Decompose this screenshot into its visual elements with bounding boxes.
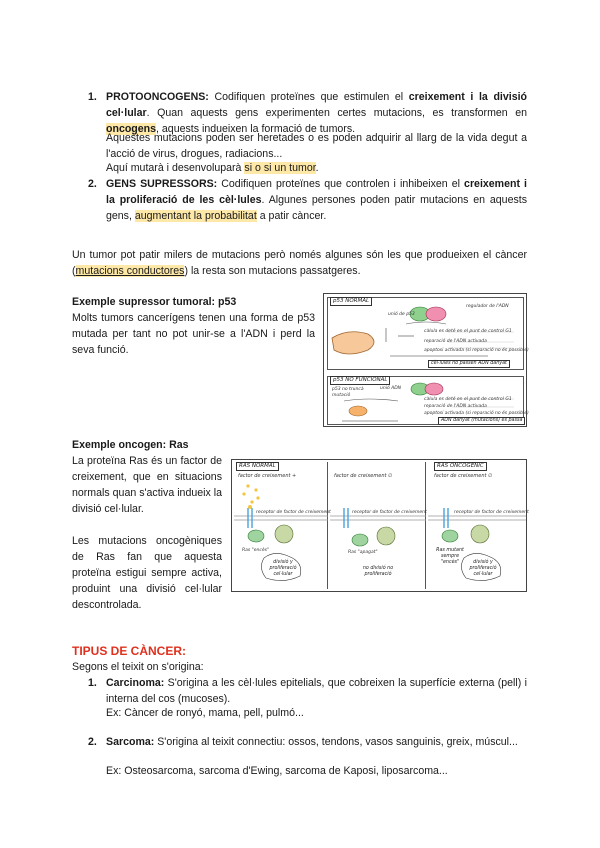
p53-nofunc-box: ADN danyat (mutacions) es passa — [438, 417, 525, 425]
p53-nofunc-panel — [327, 376, 529, 425]
text: . — [315, 162, 319, 174]
tipus-number-1: 1. — [88, 677, 97, 689]
ras-receptor-3: receptor de factor de creixement — [454, 510, 529, 515]
highlight-tumor: si o si un tumor — [244, 162, 316, 174]
ras-state-2: Ras "apagat" — [348, 550, 378, 555]
ras-result-3: divisió y proliferació cel·lular — [469, 560, 497, 577]
text: ) la resta son mutacions passatgeres. — [184, 265, 361, 277]
supressors-paragraph — [106, 176, 527, 224]
text: , aquests indueixen la formació de tumors. — [156, 123, 356, 135]
text: a patir càncer. — [256, 210, 327, 222]
tipus-number-2: 2. — [88, 736, 97, 748]
supressors-title: GENS SUPRESSORS: — [106, 178, 218, 190]
ras-result-2: no divisió no proliferació — [362, 566, 394, 577]
ras-factor-3: factor de creixement ∅ — [434, 473, 493, 479]
p53-nofunc-title: p53 NO FUNCIONAL — [330, 376, 390, 385]
highlight-oncogens: oncogens — [106, 123, 157, 135]
highlight-conductores: mutacions conductores — [75, 265, 185, 277]
carcinoma-example: Ex: Càncer de ronyó, mama, pell, pulmó... — [106, 707, 304, 719]
ras-factor-2: factor de creixement ∅ — [334, 473, 393, 479]
p53-normal-label-4: reparació de l'ADN activada — [424, 339, 487, 344]
text: . Algunes persones poden patir mutacions en aquests gens, — [106, 194, 527, 222]
carcinoma-paragraph — [106, 675, 527, 707]
p53-nofunc-label-4: càlula es deté en el punt de control G1 — [424, 397, 512, 402]
tipus-intro: Segons el teixit on s'origina: — [72, 661, 204, 673]
text: S'origina a les cèl·lules epitelials, que cobreixen la superfície externa (pell) i interna del cos (mucoses). — [106, 677, 527, 705]
sarcoma-example: Ex: Osteosarcoma, sarcoma d'Ewing, sarcoma de Kaposi, liposarcoma... — [106, 765, 448, 777]
tumor-line — [106, 160, 527, 176]
p53-figure — [323, 293, 527, 427]
ras-receptor-2: receptor de factor de creixement — [352, 510, 427, 515]
ras-state-1: Ras "encès" — [242, 548, 270, 553]
bold-text: creixement i la proliferació de les cèl·lules — [106, 178, 527, 206]
p53-normal-label-3: càlula es deté en el punt de control G1 — [424, 329, 512, 334]
ras-panel-off — [330, 462, 426, 589]
carcinoma-title: Carcinoma: — [106, 677, 165, 689]
bold-text: creixement i la divisió cel·lular — [106, 91, 527, 119]
text: S'origina al teixit connectiu: ossos, tendons, vasos sanguinis, greix, múscul... — [154, 736, 518, 748]
ras-panel-title-3: RAS ONCOGÈNIC — [434, 462, 487, 471]
ras-result-1: divisió y proliferació cel·lular — [269, 560, 297, 577]
p53-normal-label-5: apoptosi activada (si reparació no és possible) — [424, 348, 529, 353]
ras-receptor-1: receptor de factor de creixement — [256, 510, 331, 515]
ras-panel-normal — [234, 462, 331, 589]
tumor-paragraph — [72, 247, 527, 279]
protooncogens-title: PROTOONCOGENS: — [106, 91, 209, 103]
text: . Quan aquests gens experimenten certes mutacions, es transformen en — [146, 107, 527, 119]
ras-factor-1: factor de creixement + — [238, 473, 297, 479]
p53-body: Molts tumors cancerígens tenen una forma de p53 mutada per tant no pot unir-se a l'ADN i perd la seva funció. — [72, 312, 315, 356]
p53-nofunc-label-5: reparació de l'ADN activada — [424, 404, 487, 409]
p53-normal-box: cèl·lules no passen ADN danyat — [428, 360, 510, 368]
p53-normal-label-2: regulador de l'ADN — [466, 304, 509, 309]
ras-panel-title-1: RAS NORMAL — [236, 462, 279, 471]
ras-body-2: Les mutacions oncogèniques de Ras fan que aquesta proteïna estigui sempre activa, produint una divisió cel·lular descontrolada. — [72, 535, 222, 611]
text: Codifiquen proteïnes que controlen i inhibeixen el — [217, 178, 465, 190]
p53-nofunc-label-2: p53 no truncà — [332, 387, 364, 392]
text: Un tumor pot patir milers de mutacions però només algunes són les que produeixen el càncer ( — [72, 249, 527, 277]
list-number-2: 2. — [88, 178, 97, 190]
highlight-probabilitat: augmentant la probabilitat — [134, 210, 257, 222]
sarcoma-title: Sarcoma: — [106, 736, 155, 748]
p53-normal-label-1: unió de p53 — [388, 312, 415, 317]
p53-nofunc-label-6: apoptosi activada (si reparació no és possible) — [424, 411, 529, 416]
text: Codifiquen proteïnes que estimulen el — [208, 91, 409, 103]
ras-figure — [231, 459, 527, 592]
tipus-heading: TIPUS DE CÀNCER: — [72, 644, 187, 658]
p53-normal-title: p53 NORMAL — [330, 297, 372, 306]
p53-nofunc-label-3: mutació — [332, 393, 351, 398]
sarcoma-paragraph — [106, 734, 527, 750]
ras-panels — [232, 460, 528, 593]
ras-panel-oncogenic — [428, 462, 529, 589]
mutations-paragraph: Aquestes mutacions poden ser heretades o es poden adquirir al llarg de la vida degut a l'acció de virus, drogues, radiacions... — [106, 132, 527, 160]
ras-body-1: La proteïna Ras és un factor de creixement, que en situacions normals quan s'activa indueix la divisió cel·lular. — [72, 455, 222, 515]
ras-state-3: Ras mutant sempre "encès" — [436, 548, 464, 565]
p53-nofunc-label-1: unió ADN — [380, 386, 402, 391]
list-number-1: 1. — [88, 91, 97, 103]
ras-heading: Exemple oncogen: Ras — [72, 439, 189, 451]
p53-normal-panel — [327, 297, 529, 370]
p53-heading: Exemple supressor tumoral: p53 — [72, 296, 237, 308]
text: Aquí mutarà i desenvoluparà — [106, 162, 245, 174]
